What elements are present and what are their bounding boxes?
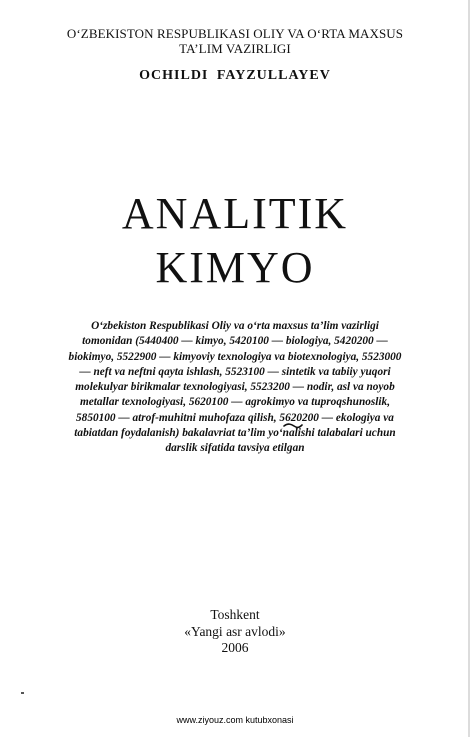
approval-statement	[28, 319, 442, 457]
approval-line: tomonidan (5440400 — kimyo, 5420100 — biologiya, 5420200 —	[82, 335, 388, 348]
approval-line: biokimyo, 5522900 — kimyoviy texnologiya va biotexnologiya, 5523000	[68, 350, 402, 363]
approval-line: molekulyar birikmalar texnologiyasi, 5523200 — nodir, asl va noyob	[75, 381, 395, 394]
author-name: OCHILDI FAYZULLAYEV	[139, 68, 331, 83]
approval-line: metallar texnologiyasi, 5620100 — agrokimyo va tuproqshunoslik,	[79, 396, 391, 409]
approval-line: O‘zbekiston Respublikasi Oliy va o‘rta maxsus ta’lim vazirligi	[91, 320, 379, 332]
approval-line: darslik sifatida tavsiya etilgan	[165, 442, 305, 455]
publisher-city: Toshkent	[210, 607, 260, 622]
approval-line: — neft va neftni qayta ishlash, 5523100 — sintetik va tabiiy yuqori	[79, 365, 391, 378]
approval-line: tabiatdan foydalanish) bakalavriat ta’lim yo‘nalishi talabalari uchun	[74, 427, 396, 440]
approval-line: 5850100 — atrof-muhitni muhofaza qilish, 5620200 — ekologiya va	[76, 411, 394, 424]
watermark-footer: www.ziyouz.com kutubxonasi	[176, 715, 294, 725]
book-title-line-2: KIMYO	[155, 243, 315, 292]
publication-year: 2006	[221, 640, 249, 655]
ministry-line-1: O‘ZBEKISTON RESPUBLIKASI OLIY VA O‘RTA MAXSUS	[66, 26, 404, 41]
publisher-name: «Yangi asr avlodi»	[184, 624, 286, 639]
ministry-line-2: TA’LIM VAZIRLIGI	[179, 41, 291, 56]
scan-speck	[21, 692, 24, 694]
book-title-line-1: ANALITIK	[121, 189, 349, 238]
pen-stroke-mark	[283, 419, 303, 431]
